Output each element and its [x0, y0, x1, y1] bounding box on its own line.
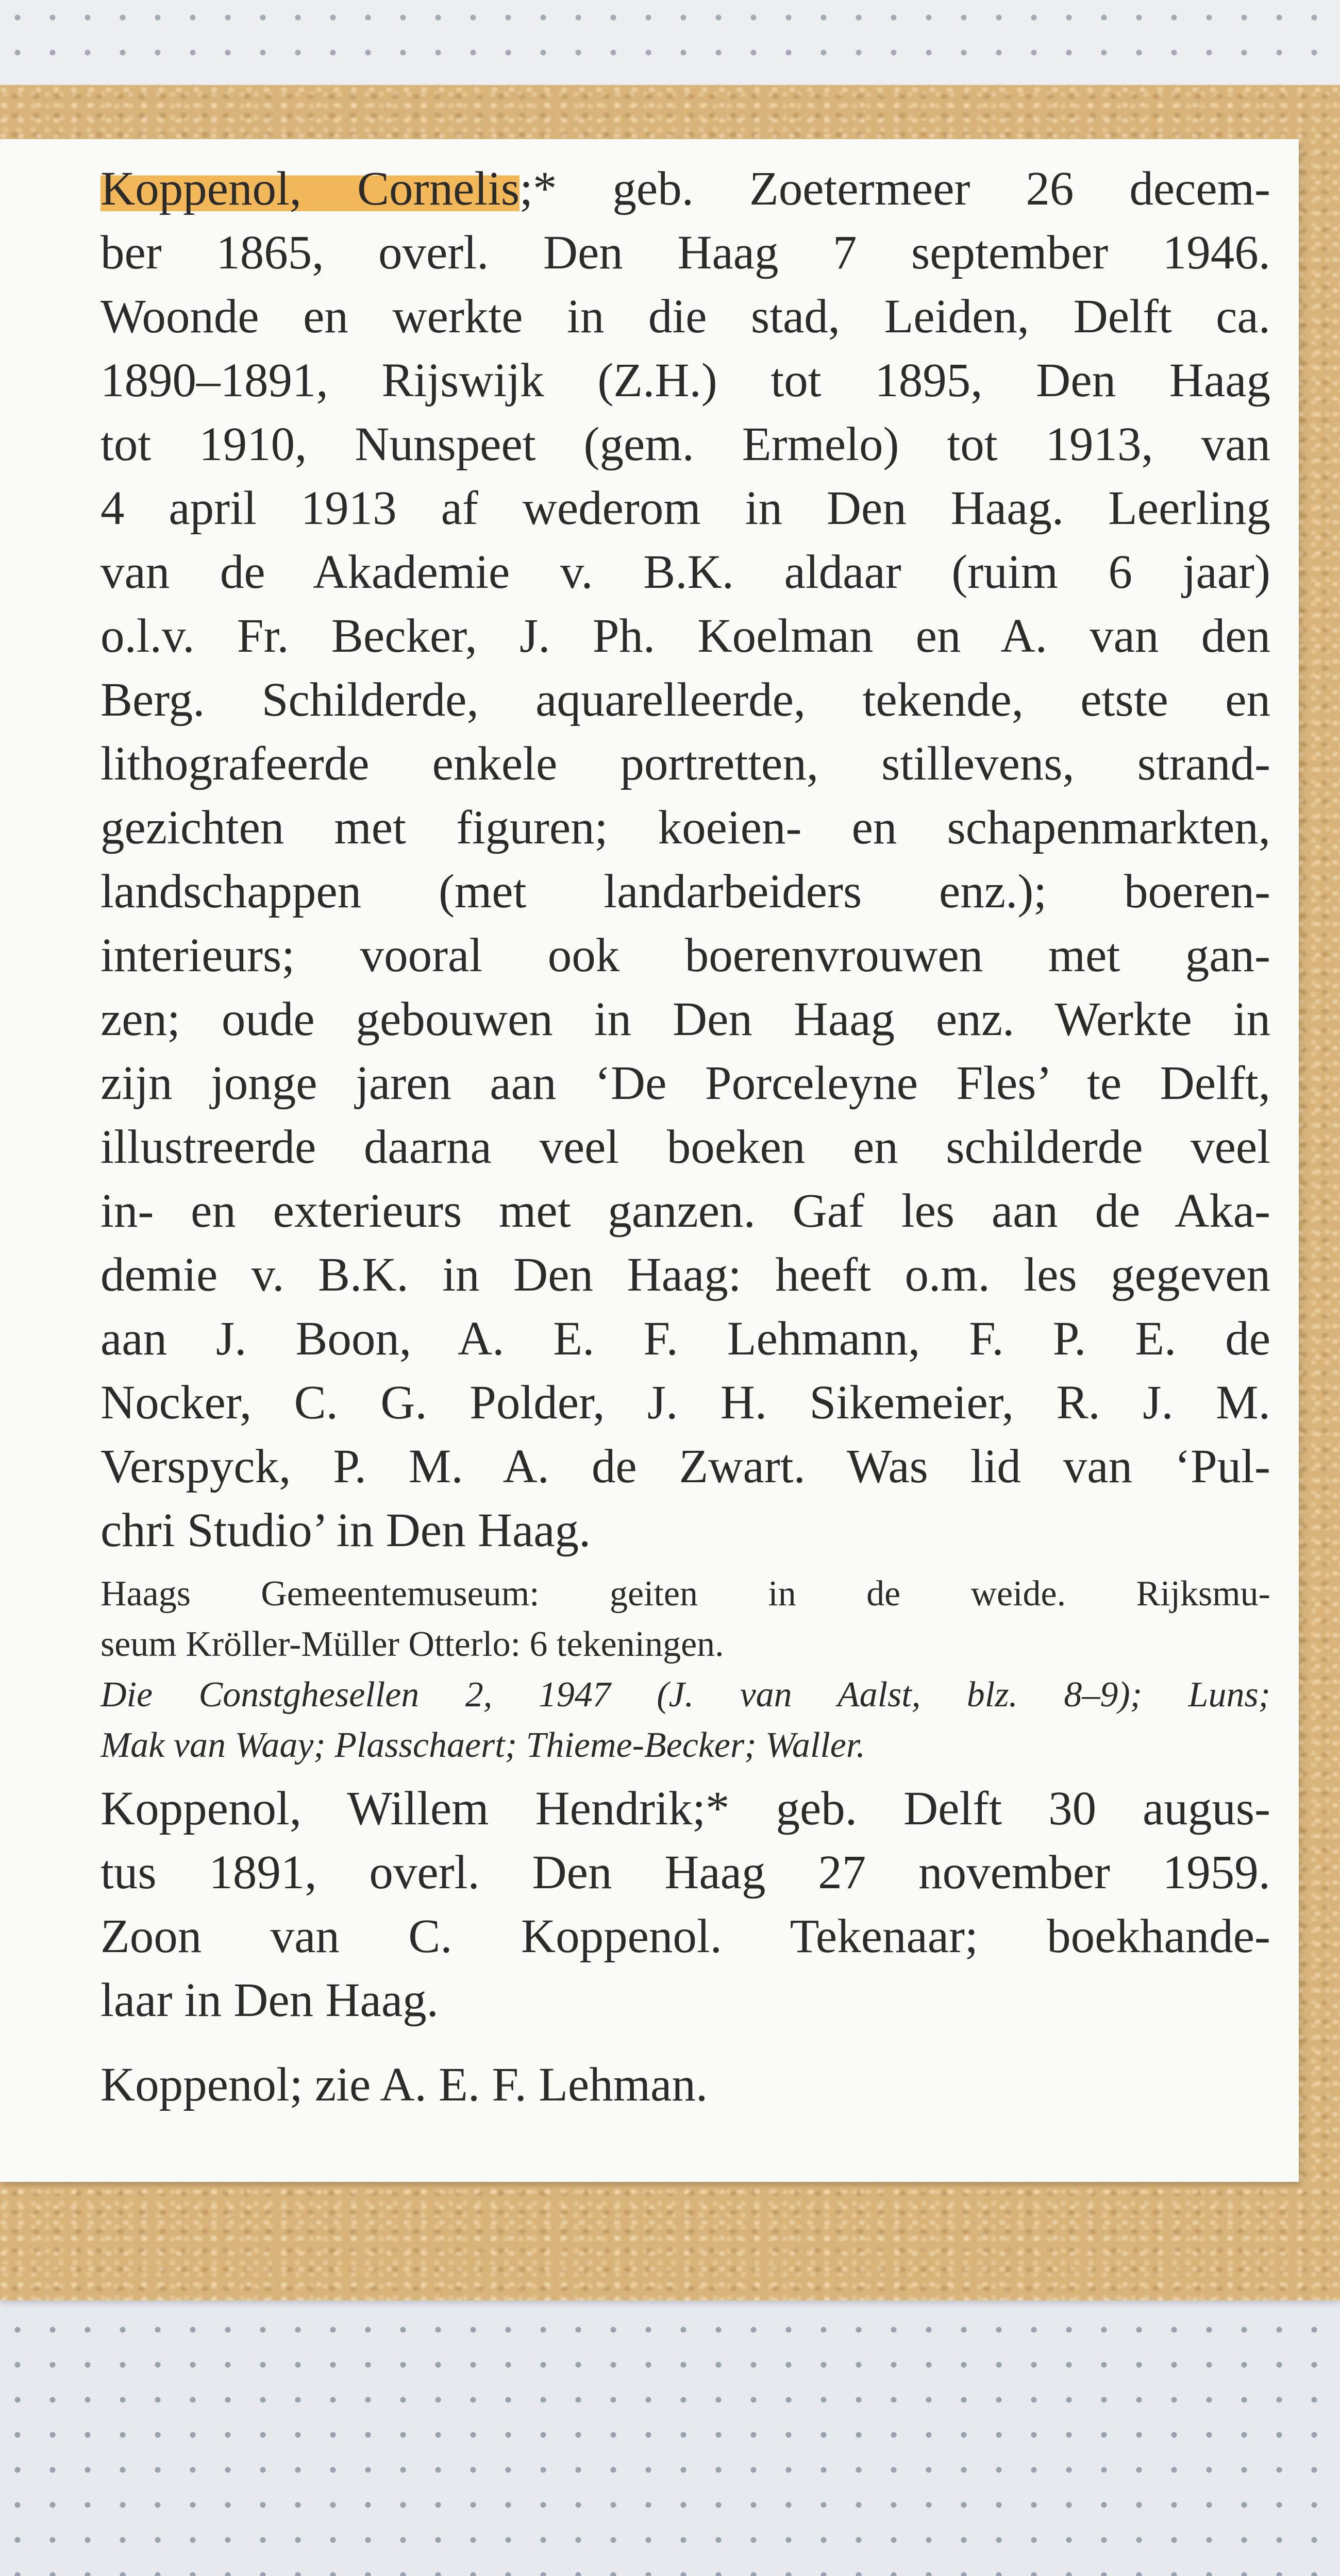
entry-koppenol-crossref [100, 2053, 1270, 2117]
entry-line: landschappen (met landarbeiders enz.); boeren- [100, 865, 1270, 918]
entry-line: tus 1891, overl. Den Haag 27 november 1959. [100, 1846, 1270, 1899]
entry-line: gezichten met figuren; koeien- en schapenmarkten, [100, 801, 1270, 854]
entry-line: zijn jonge jaren aan ‘De Porceleyne Fles’ te Delft, [100, 1057, 1270, 1110]
entry-line: Nocker, C. G. Polder, J. H. Sikemeier, R. J. M. [100, 1376, 1270, 1429]
entry-line: 4 april 1913 af wederom in Den Haag. Leerling [100, 482, 1270, 535]
entry-line: Berg. Schilderde, aquarelleerde, tekende, etste en [100, 673, 1270, 726]
entry-line [100, 157, 1270, 221]
entry-koppenol-cornelis [100, 157, 1270, 1771]
entry-line: zen; oude gebouwen in Den Haag enz. Werkte in [100, 993, 1270, 1046]
entry-line: lithografeerde enkele portretten, stillevens, strand- [100, 737, 1270, 790]
entry-line: chri Studio’ in Den Haag. [100, 1504, 591, 1557]
entry-line: Woonde en werkte in die stad, Leiden, Delft ca. [100, 290, 1270, 343]
collections-line: Haags Gemeentemuseum: geiten in de weide. Rijksmu- [100, 1574, 1270, 1614]
entry-line: aan J. Boon, A. E. F. Lehmann, F. P. E. de [100, 1312, 1270, 1365]
collections-line: seum Kröller-Müller Otterlo: 6 tekeningen. [100, 1624, 724, 1664]
entry-line: van de Akademie v. B.K. aldaar (ruim 6 jaar) [100, 546, 1270, 599]
entry-line: illustreerde daarna veel boeken en schilderde veel [100, 1121, 1270, 1174]
dictionary-clipping-text [100, 157, 1270, 2117]
entry-line: Zoon van C. Koppenol. Tekenaar; boekhande- [100, 1910, 1270, 1963]
literature-line: Die Constghesellen 2, 1947 (J. van Aalst, blz. 8–9); Luns; [100, 1675, 1270, 1715]
highlighted-name: Koppenol, Cornelis [100, 162, 520, 215]
entry-line: 1890–1891, Rijswijk (Z.H.) tot 1895, Den Haag [100, 354, 1270, 407]
dotted-notebook-background-top [0, 0, 1340, 93]
entry-line: Koppenol; zie A. E. F. Lehman. [100, 2058, 708, 2111]
entry-line: o.l.v. Fr. Becker, J. Ph. Koelman en A. van den [100, 609, 1270, 663]
entry-line: Verspyck, P. M. A. de Zwart. Was lid van ‘Pul- [100, 1440, 1270, 1493]
entry-line: interieurs; vooral ook boerenvrouwen met gan- [100, 929, 1270, 982]
entry-koppenol-willem-hendrik [100, 1777, 1270, 2032]
entry-line-text: ;* geb. Zoetermeer 26 decem- [520, 162, 1270, 215]
entry-line: ber 1865, overl. Den Haag 7 september 1946. [100, 226, 1270, 279]
entry-line: in- en exterieurs met ganzen. Gaf les aan de Aka- [100, 1184, 1270, 1238]
entry-line: tot 1910, Nunspeet (gem. Ermelo) tot 1913, van [100, 418, 1270, 471]
entry-line: demie v. B.K. in Den Haag: heeft o.m. les gegeven [100, 1248, 1270, 1301]
entry-line: laar in Den Haag. [100, 1974, 439, 2027]
literature-line: Mak van Waay; Plasschaert; Thieme-Becker; Waller. [100, 1725, 865, 1765]
entry-line: Koppenol, Willem Hendrik;* geb. Delft 30 augus- [100, 1782, 1270, 1835]
